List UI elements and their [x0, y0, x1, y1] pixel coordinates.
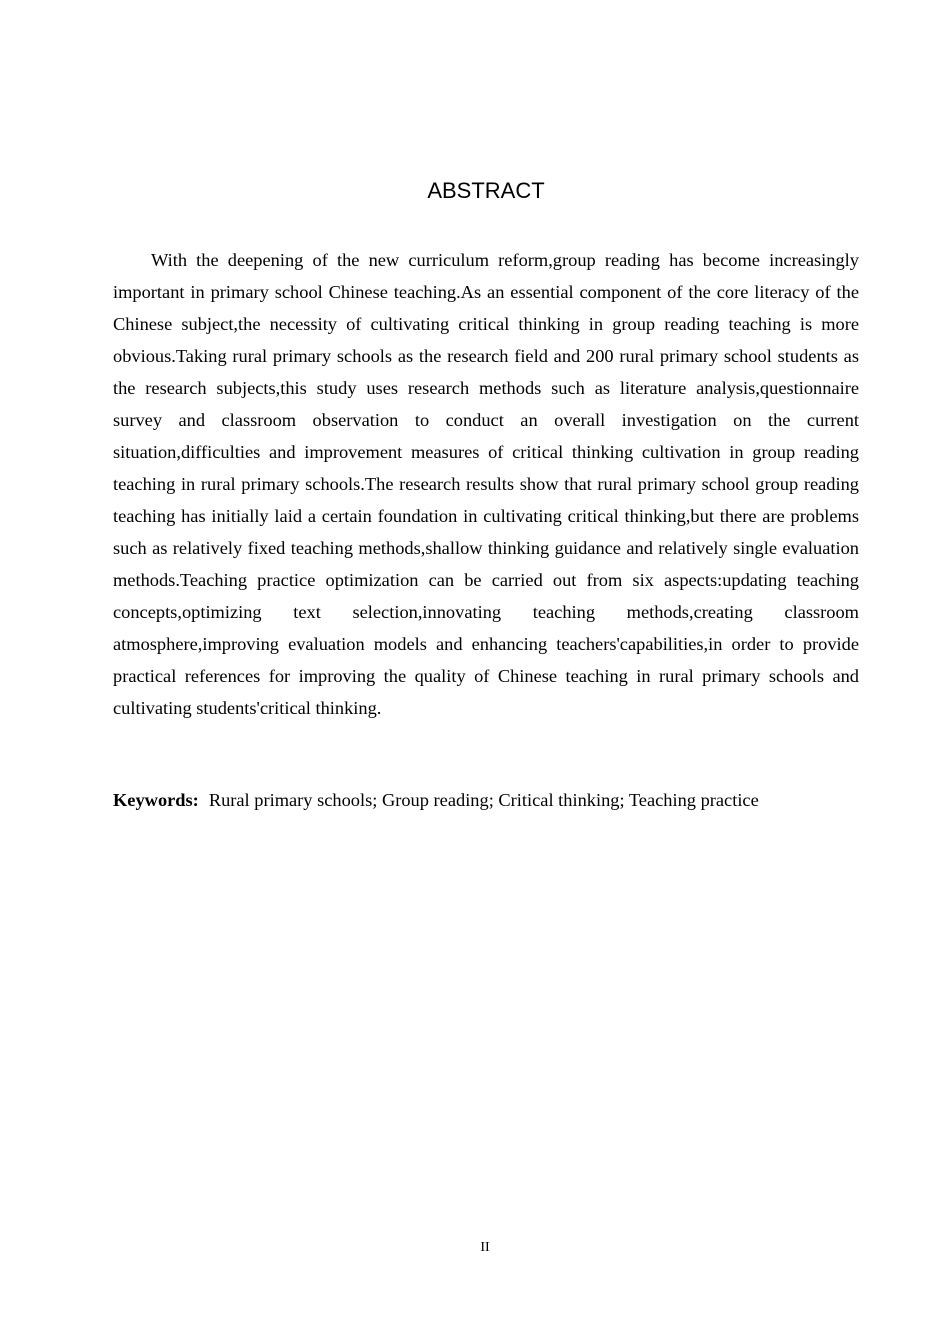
- keywords-line: [113, 784, 859, 816]
- keywords-label: Keywords:: [113, 790, 199, 810]
- abstract-paragraph: With the deepening of the new curriculum reform,group reading has become increasingly important in primary school Chinese teaching.As an essential component of the core literacy of the Chinese subject,the necessity of cultivating critical thinking in group reading teaching is more obvious.Taking rural primary schools as the research field and 200 rural primary school students as the research subjects,this study uses research methods such as literature analysis,questionnaire survey and classroom observation to conduct an overall investigation on the current situation,difficulties and improvement measures of critical thinking cultivation in group reading teaching in rural primary schools.The research results show that rural primary school group reading teaching has initially laid a certain foundation in cultivating critical thinking,but there are problems such as relatively fixed teaching methods,shallow thinking guidance and relatively single evaluation methods.Teaching practice optimization can be carried out from six aspects:updating teaching concepts,optimizing text selection,innovating teaching methods,creating classroom atmosphere,improving evaluation models and enhancing teachers'capabilities,in order to provide practical references for improving the quality of Chinese teaching in rural primary schools and cultivating students'critical thinking.: [113, 250, 859, 718]
- abstract-title: ABSTRACT: [427, 178, 545, 203]
- page-number: II: [480, 1240, 490, 1255]
- keywords-text: Rural primary schools; Group reading; Critical thinking; Teaching practice: [208, 790, 759, 810]
